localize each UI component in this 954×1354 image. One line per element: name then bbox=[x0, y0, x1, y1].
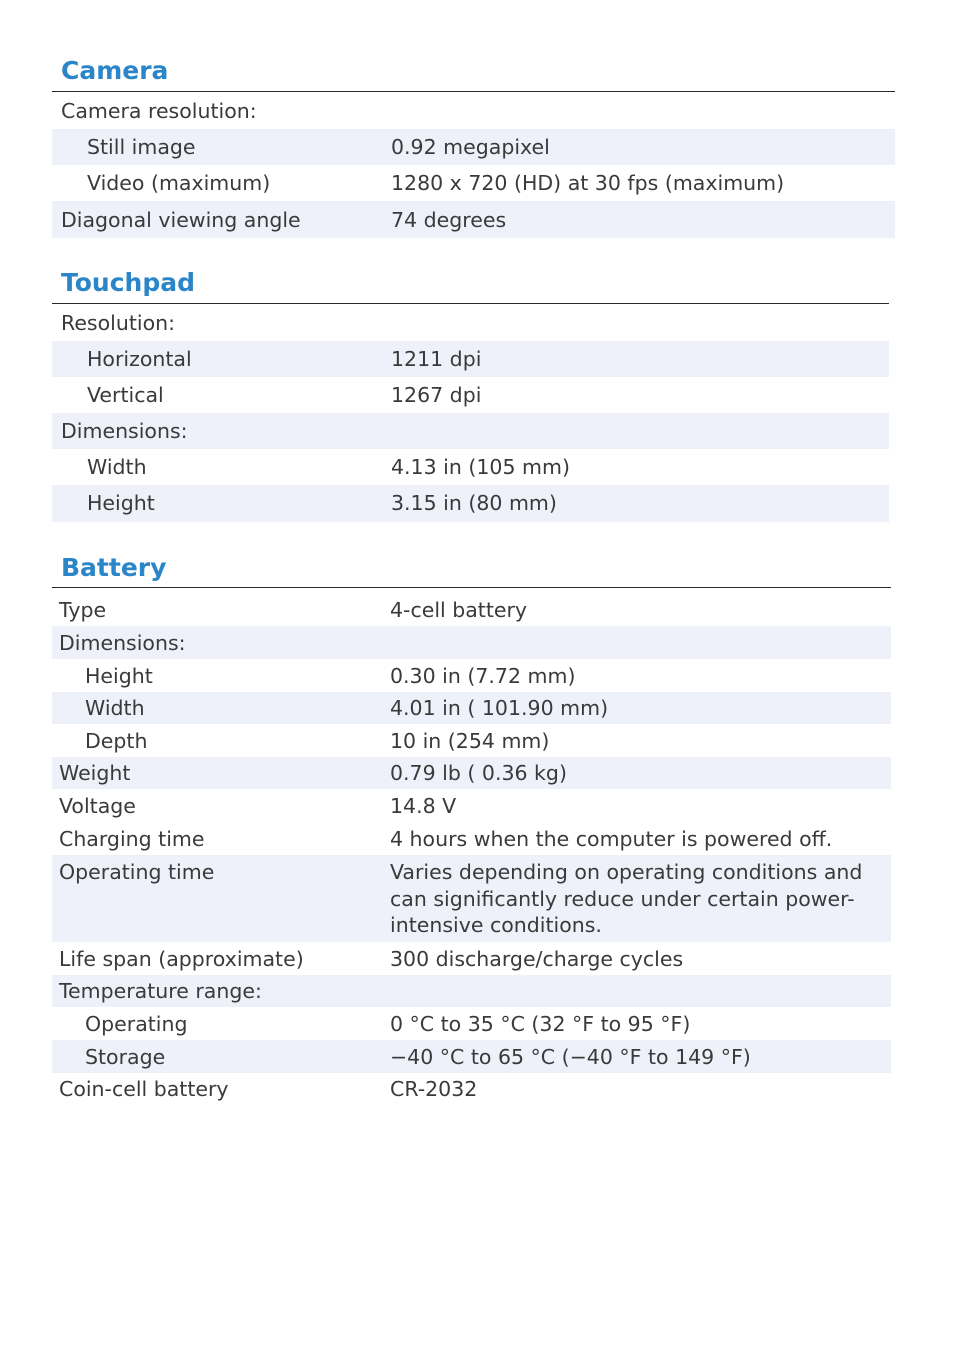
table-row bbox=[52, 93, 895, 129]
table-row bbox=[52, 165, 895, 201]
table-row bbox=[52, 692, 891, 724]
camera-heading-rule bbox=[52, 91, 895, 92]
table-row bbox=[52, 942, 891, 975]
table-row bbox=[52, 449, 889, 485]
spec-label: Vertical bbox=[87, 383, 164, 407]
table-row bbox=[52, 659, 891, 692]
table-row bbox=[52, 1073, 891, 1106]
spec-value: 1267 dpi bbox=[391, 383, 482, 407]
table-row bbox=[52, 626, 891, 659]
battery-heading: Battery bbox=[61, 553, 167, 582]
touchpad-section bbox=[52, 264, 889, 526]
touchpad-heading: Touchpad bbox=[61, 268, 195, 297]
touchpad-heading-rule bbox=[52, 303, 889, 304]
spec-value: 4 hours when the computer is powered off. bbox=[390, 827, 833, 851]
spec-label: Width bbox=[85, 696, 145, 720]
spec-value: 4-cell battery bbox=[390, 598, 528, 622]
spec-label: Operating bbox=[85, 1012, 188, 1036]
table-row bbox=[52, 377, 889, 413]
table-row bbox=[52, 822, 891, 855]
spec-label: Storage bbox=[85, 1045, 166, 1069]
spec-label: Resolution: bbox=[61, 311, 176, 335]
spec-label: Camera resolution: bbox=[61, 99, 257, 123]
spec-value: 1280 x 720 (HD) at 30 fps (maximum) bbox=[391, 171, 785, 195]
spec-value: CR-2032 bbox=[390, 1077, 478, 1101]
table-row bbox=[52, 975, 891, 1007]
table-row bbox=[52, 855, 891, 942]
spec-label: Height bbox=[87, 491, 155, 515]
spec-value: 74 degrees bbox=[391, 208, 507, 232]
spec-label: Operating time bbox=[59, 860, 215, 884]
spec-label: Voltage bbox=[59, 794, 136, 818]
spec-value: Varies depending on operating conditions and can significantly reduce under certain power-intensive conditions. bbox=[390, 860, 863, 937]
table-row bbox=[52, 789, 891, 822]
spec-label: Coin-cell battery bbox=[59, 1077, 229, 1101]
spec-label: Temperature range: bbox=[59, 979, 262, 1003]
spec-label: Type bbox=[59, 598, 107, 622]
spec-label: Height bbox=[85, 664, 153, 688]
spec-value: 10 in (254 mm) bbox=[390, 729, 550, 753]
spec-label: Dimensions: bbox=[59, 631, 186, 655]
spec-value: 300 discharge/charge cycles bbox=[390, 947, 684, 971]
battery-heading-rule bbox=[52, 587, 891, 588]
table-row bbox=[52, 413, 889, 449]
table-row bbox=[52, 757, 891, 789]
table-row bbox=[52, 589, 891, 626]
spec-value: 3.15 in (80 mm) bbox=[391, 491, 557, 515]
spec-label: Dimensions: bbox=[61, 419, 188, 443]
camera-heading: Camera bbox=[61, 56, 169, 85]
spec-label: Depth bbox=[85, 729, 148, 753]
spec-value: −40 °C to 65 °C (−40 °F to 149 °F) bbox=[390, 1045, 751, 1069]
spec-label: Diagonal viewing angle bbox=[61, 208, 301, 232]
table-row bbox=[52, 1040, 891, 1073]
spec-label: Life span (approximate) bbox=[59, 947, 304, 971]
spec-value: 0.79 lb ( 0.36 kg) bbox=[390, 761, 567, 785]
spec-label: Width bbox=[87, 455, 147, 479]
spec-value: 4.13 in (105 mm) bbox=[391, 455, 570, 479]
camera-section bbox=[52, 52, 895, 242]
spec-label: Charging time bbox=[59, 827, 205, 851]
spec-value: 4.01 in ( 101.90 mm) bbox=[390, 696, 609, 720]
spec-value: 1211 dpi bbox=[391, 347, 482, 371]
spec-value: 14.8 V bbox=[390, 794, 457, 818]
table-row bbox=[52, 485, 889, 522]
spec-value: 0.92 megapixel bbox=[391, 135, 550, 159]
table-row bbox=[52, 129, 895, 165]
spec-value: 0 °C to 35 °C (32 °F to 95 °F) bbox=[390, 1012, 691, 1036]
table-row bbox=[52, 201, 895, 238]
spec-label: Weight bbox=[59, 761, 131, 785]
table-row bbox=[52, 305, 889, 341]
spec-value: 0.30 in (7.72 mm) bbox=[390, 664, 576, 688]
spec-label: Video (maximum) bbox=[87, 171, 271, 195]
battery-section bbox=[52, 549, 891, 1109]
table-row bbox=[52, 341, 889, 377]
spec-label: Horizontal bbox=[87, 347, 192, 371]
spec-label: Still image bbox=[87, 135, 196, 159]
table-row bbox=[52, 1007, 891, 1040]
table-row bbox=[52, 724, 891, 757]
